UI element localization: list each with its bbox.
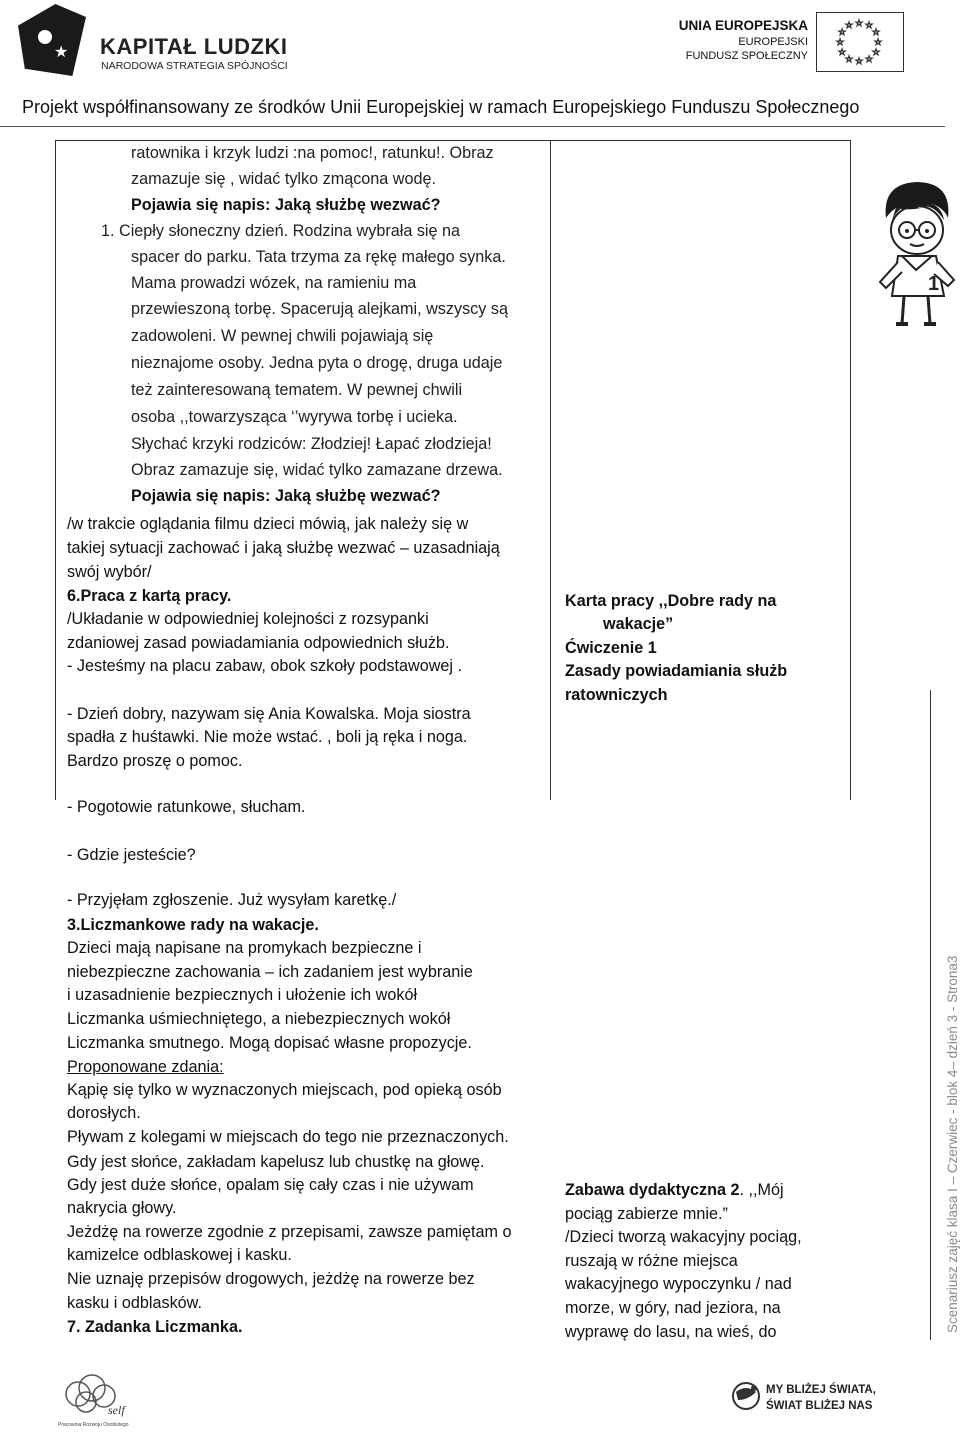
list-item: 1. Ciepły słoneczny dzień. Rodzina wybrała się na — [101, 222, 461, 240]
text-line: Liczmanka uśmiechniętego, a niebezpiecznych wokół — [67, 1010, 451, 1028]
text-line: przewieszoną torbę. Spacerują alejkami, wszyscy są — [131, 300, 508, 318]
text-line: osoba ,,towarzysząca ‘’wyrywa torbę i ucieka. — [131, 408, 458, 426]
text-line: Liczmanka smutnego. Mogą dopisać własne propozycje. — [67, 1034, 472, 1052]
text-line: - Pogotowie ratunkowe, słucham. — [67, 798, 306, 816]
footer-right-line2: ŚWIAT BLIŻEJ NAS — [766, 1400, 873, 1412]
table-column-divider — [550, 140, 551, 800]
logo-title: KAPITAŁ LUDZKI — [100, 34, 288, 59]
text-line: morze, w góry, nad jeziora, na — [565, 1299, 781, 1317]
text-line: Obraz zamazuje się, widać tylko zamazane drzewa. — [131, 461, 503, 479]
text-line: - Gdzie jesteście? — [67, 846, 196, 864]
text-line: /w trakcie oglądania filmu dzieci mówią, jak należy się w — [67, 515, 469, 533]
footer-right-line1: MY BLIŻEJ ŚWIATA, — [766, 1384, 876, 1396]
text-line: Gdy jest duże słońce, opalam się cały czas i nie używam — [67, 1176, 474, 1194]
svg-text:☆: ☆ — [844, 21, 854, 31]
self-logo-text: self — [108, 1403, 125, 1417]
worksheet-title: wakacje” — [603, 615, 674, 633]
text-line: Słychać krzyki rodziców: Złodziej! Łapać złodzieja! — [131, 435, 492, 453]
text-line: Dzieci mają napisane na promykach bezpieczne i — [67, 939, 422, 957]
game-title-rest: . ,,Mój — [739, 1181, 784, 1199]
text-line: kamizelce odblaskowej i kasku. — [67, 1246, 292, 1264]
text-line: Jeżdżę na rowerze zgodnie z przepisami, zawsze pamiętam o — [67, 1223, 512, 1241]
text-line: wyprawę do lasu, na wieś, do — [565, 1323, 777, 1341]
self-logo — [56, 1368, 136, 1428]
text-line: wakacyjnego wypoczynku / nad — [565, 1275, 792, 1293]
exercise-label: Ćwiczenie 1 — [565, 639, 657, 657]
text-line: Pojawia się napis: Jaką służbę wezwać? — [131, 487, 441, 505]
svg-text:☆: ☆ — [835, 38, 845, 48]
table-left-border — [55, 140, 56, 800]
text-line: zadowoleni. W pewnej chwili pojawiają się — [131, 327, 434, 345]
svg-text:☆: ☆ — [844, 55, 854, 65]
kapital-ludzki-emblem-icon — [18, 4, 86, 76]
svg-text:☆: ☆ — [837, 28, 847, 38]
text-line: Kąpię się tylko w wyznaczonych miejscach, pod opieką osób — [67, 1081, 502, 1099]
svg-text:☆: ☆ — [864, 21, 874, 31]
text-line: niebezpieczne zachowania – ich zadaniem jest wybranie — [67, 963, 473, 981]
exercise-title: ratowniczych — [565, 686, 668, 704]
text-line: i uzasadnienie bezpiecznych i ułożenie ich wokół — [67, 986, 418, 1004]
text-line: - Jesteśmy na placu zabaw, obok szkoły podstawowej . — [67, 657, 462, 675]
text-line: - Dzień dobry, nazywam się Ania Kowalska. Moja siostra — [67, 705, 471, 723]
game-title — [565, 1178, 784, 1204]
text-line: /Dzieci tworzą wakacyjny pociąg, — [565, 1228, 802, 1246]
text-line: Nie uznaję przepisów drogowych, jeżdżę na rowerze bez — [67, 1270, 475, 1288]
text-line: takiej sytuacji zachować i jaką służbę wezwać – uzasadniają — [67, 539, 500, 557]
eu-logo-line3: FUNDUSZ SPOŁECZNY — [685, 50, 808, 62]
svg-text:☆: ☆ — [837, 48, 847, 58]
text-line: /Układanie w odpowiedniej kolejności z rozsypanki — [67, 610, 429, 628]
eu-logo-line1: UNIA EUROPEJSKA — [678, 18, 808, 33]
section-heading: 7. Zadanka Liczmanka. — [67, 1318, 243, 1336]
eu-logo — [676, 12, 914, 72]
side-margin-caption: Scenariusz zajęć klasa I – Czerwiec - blok 4– dzień 3 - Strona3 — [945, 955, 960, 1333]
svg-text:☆: ☆ — [854, 19, 864, 29]
eu-logo-line2: EUROPEJSKI — [738, 36, 808, 48]
margin-rule — [930, 690, 931, 1340]
text-line: ratownika i krzyk ludzi :na pomoc!, ratunku!. Obraz — [131, 144, 494, 162]
text-line: dorosłych. — [67, 1104, 141, 1122]
text-line: też zainteresowaną tematem. W pewnej chwili — [131, 381, 463, 399]
svg-text:☆: ☆ — [864, 55, 874, 65]
svg-text:☆: ☆ — [873, 38, 883, 48]
eu-flag-icon — [816, 12, 904, 72]
text-line: spadła z huśtawki. Nie może wstać. , boli ją ręka i noga. — [67, 728, 468, 746]
section-heading: 6.Praca z kartą pracy. — [67, 587, 232, 605]
text-line: Mama prowadzi wózek, na ramieniu ma — [131, 274, 417, 292]
text-line: Pływam z kolegami w miejscach do tego nie przeznaczonych. — [67, 1128, 509, 1146]
text-line: Bardzo proszę o pomoc. — [67, 752, 243, 770]
mascot-number: 1 — [928, 273, 940, 295]
exercise-title: Zasady powiadamiania służb — [565, 662, 788, 680]
my-blizej-swiata-logo — [730, 1376, 930, 1416]
svg-text:☆: ☆ — [871, 48, 881, 58]
text-line: ruszają w różne miejsca — [565, 1252, 738, 1270]
logo-subtitle: NARODOWA STRATEGIA SPÓJNOŚCI — [101, 60, 288, 72]
section-heading: 3.Liczmankowe rady na wakacje. — [67, 916, 319, 934]
svg-text:☆: ☆ — [854, 57, 864, 67]
worksheet-title: Karta pracy ,,Dobre rady na — [565, 592, 777, 610]
text-line: zamazuje się , widać tylko zmącona wodę. — [131, 170, 437, 188]
text-line: swój wybór/ — [67, 563, 152, 581]
header-divider — [0, 126, 945, 127]
svg-text:☆: ☆ — [871, 28, 881, 38]
subheading-underlined: Proponowane zdania: — [67, 1058, 224, 1076]
table-right-border — [850, 140, 851, 800]
kapital-ludzki-logo: ★ KAPITAŁ LUDZKI NARODOWA STRATEGIA SPÓJNOŚCI — [14, 4, 274, 84]
text-line: - Przyjęłam zgłoszenie. Już wysyłam karetkę./ — [67, 891, 397, 909]
text-line: Pojawia się napis: Jaką służbę wezwać? — [131, 196, 441, 214]
text-line: nieznajome osoby. Jedna pyta o drogę, druga udaje — [131, 354, 503, 372]
globe-people-icon — [730, 1378, 766, 1414]
game-title-bold: Zabawa dydaktyczna 2 — [565, 1181, 740, 1199]
project-funding-line: Projekt współfinansowany ze środków Unii Europejskiej w ramach Europejskiego Funduszu Społecznego — [22, 97, 860, 117]
text-line: pociąg zabierze mnie.” — [565, 1205, 728, 1223]
text-line: Gdy jest słońce, zakładam kapelusz lub chustkę na głowę. — [67, 1153, 485, 1171]
text-line: spacer do parku. Tata trzyma za rękę małego synka. — [131, 248, 506, 266]
text-line: zdaniowej zasad powiadamiania odpowiednich służb. — [67, 634, 450, 652]
text-line: kasku i odblasków. — [67, 1294, 202, 1312]
mascot-girl-icon — [872, 178, 960, 330]
text-line: nakrycia głowy. — [67, 1199, 177, 1217]
self-logo-sub: Pracownia Rozwoju Osobistego — [58, 1422, 129, 1428]
